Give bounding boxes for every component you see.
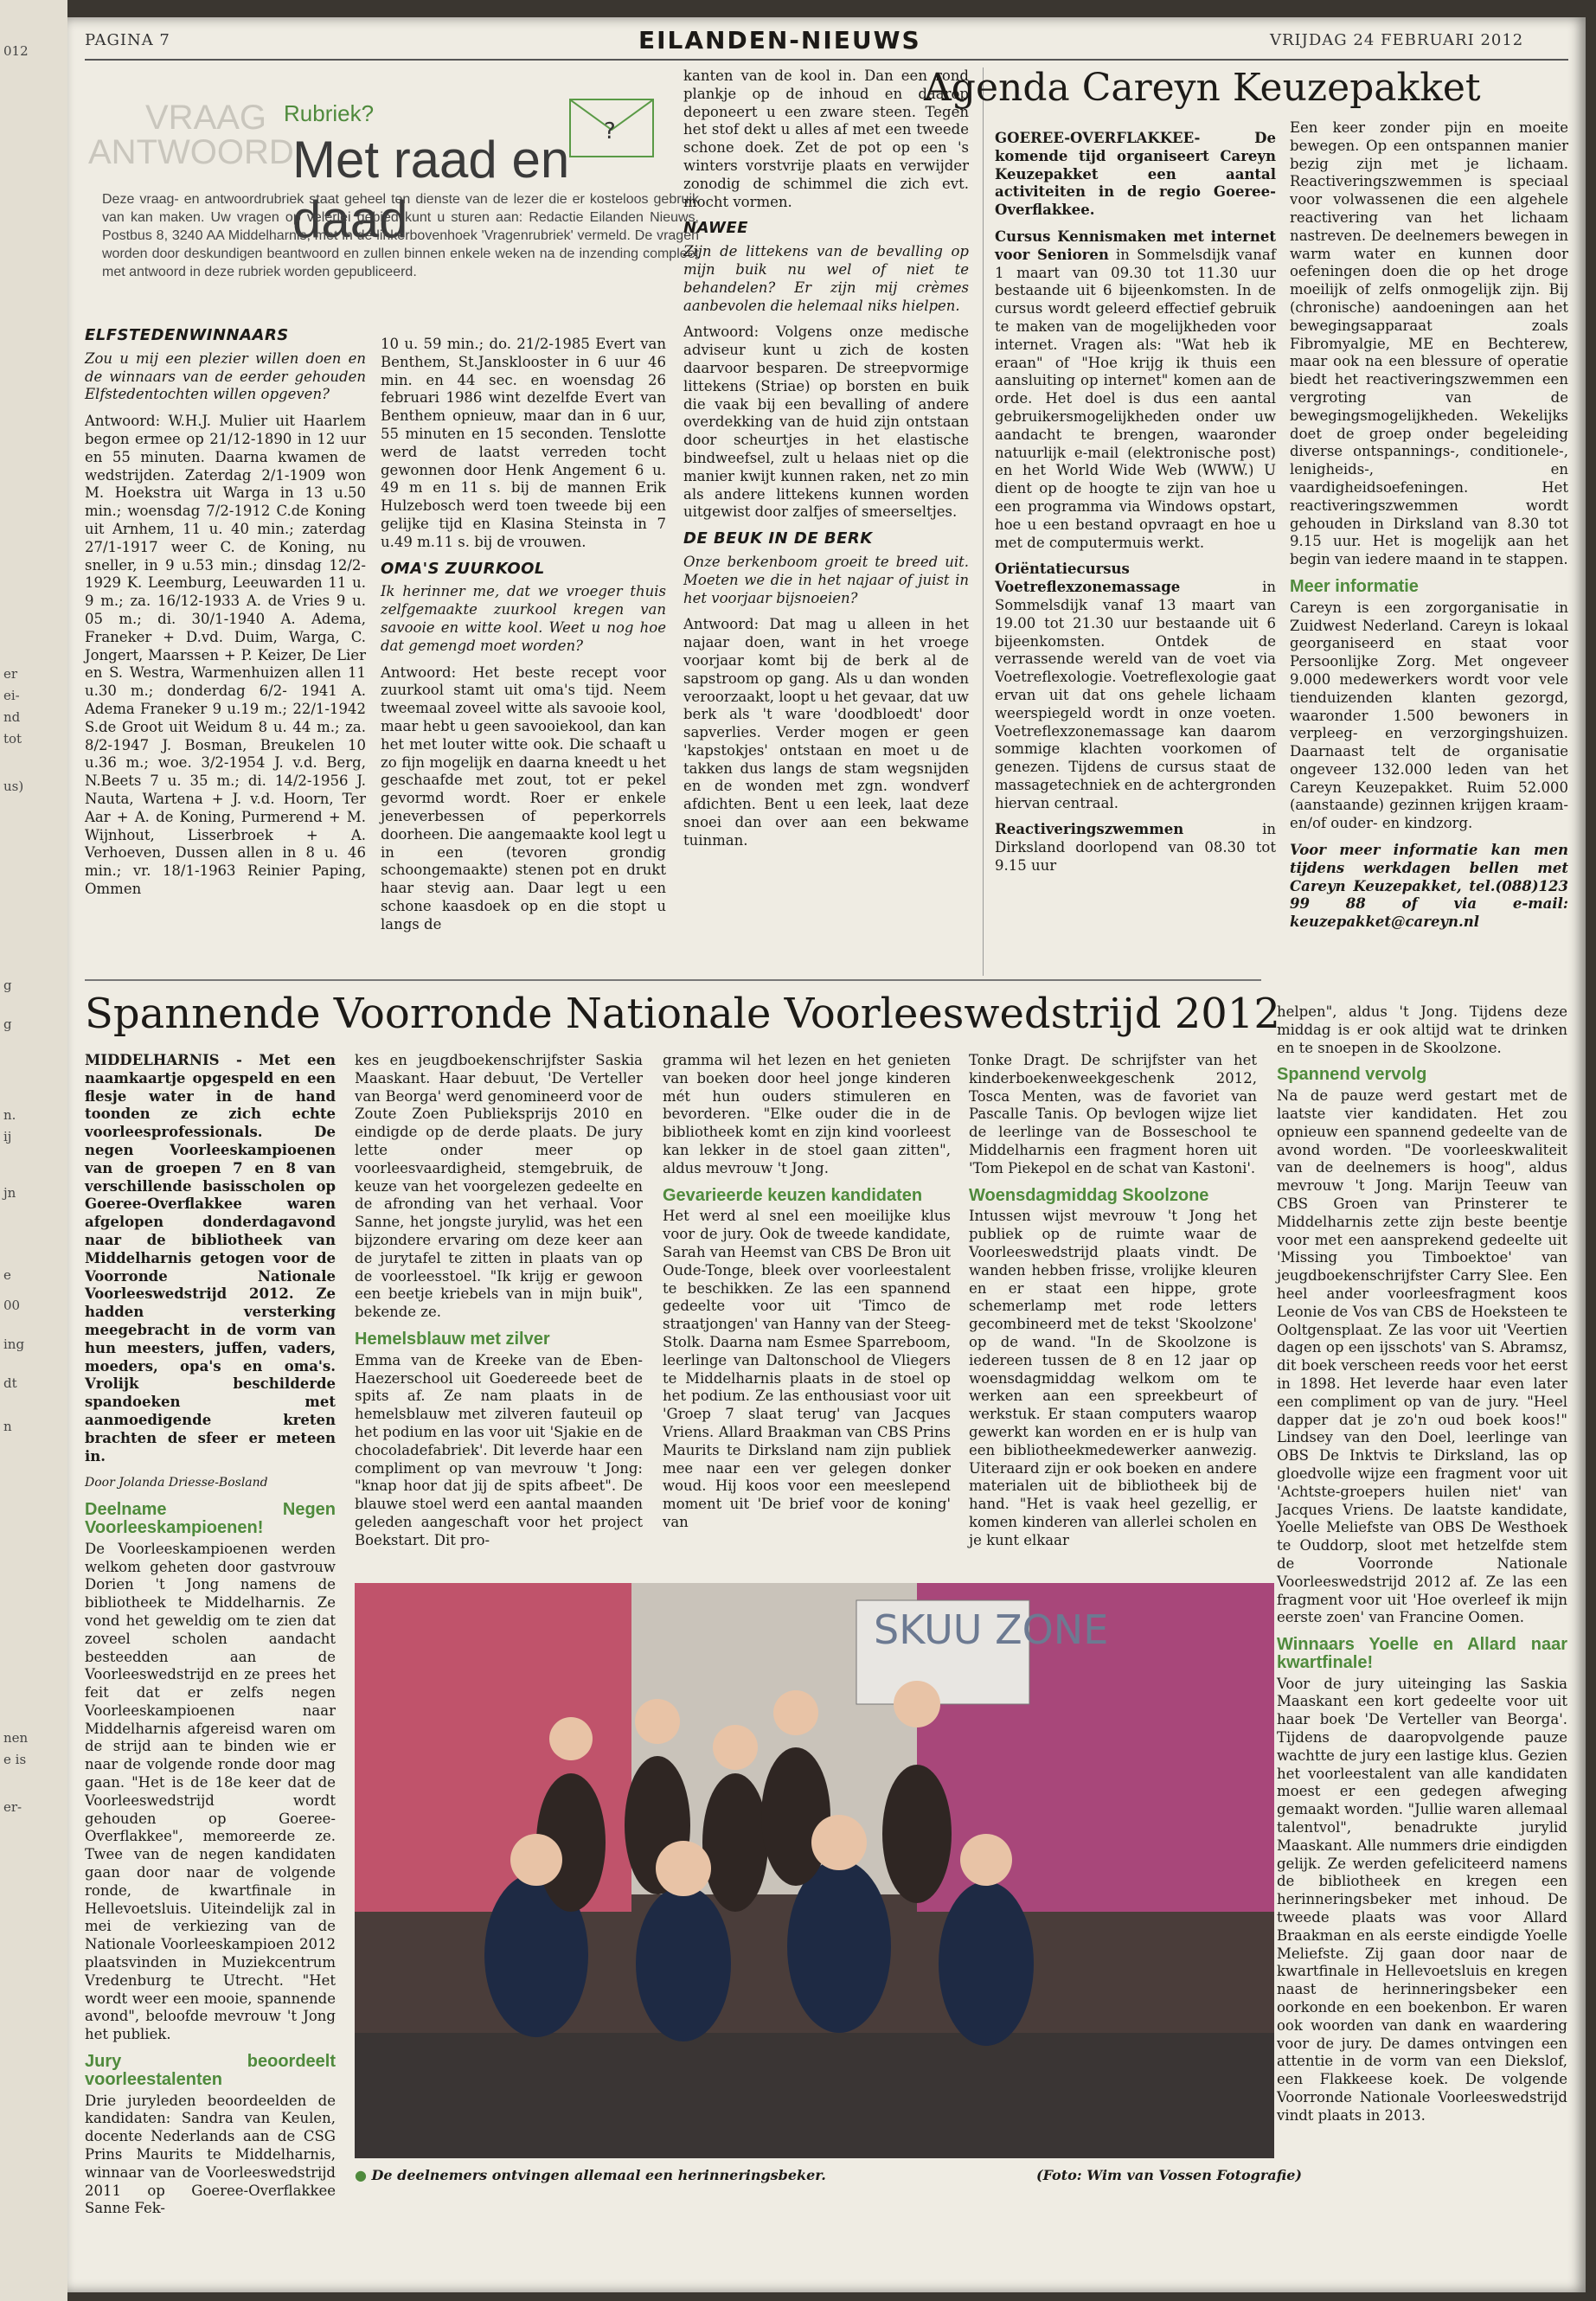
photo-credit: (Foto: Wim van Vossen Fotografie) [1036,2167,1302,2183]
agenda-column-2 [1290,119,1568,940]
subheading: Spannend vervolg [1277,1065,1427,1085]
section-heading: OMA'S ZUURKOOL [381,559,545,578]
prev-page-fragment: n. [3,1107,16,1123]
agenda-title: Agenda Careyn Keuzepakket [924,66,1481,110]
masthead: EILANDEN-NIEUWS [638,26,921,54]
prev-page-fragment: g [3,977,12,993]
answer-text: kanten van de kool in. Dan een rond plankje op de inhoud en daarop deponeert u een zware steen. Tegen het stof dekt u alles af met een tweede schone doek. Zet de pot op een 's winters vorstvrije plaats en verwijder zonodig de schimmel die zich evt. mocht vormen. [683,67,969,210]
article-text: Tonke Dragt. De schrijfster van het kinderboekenweekgeschenk 2012, Tosca Menten, was de favoriet van Pascalle Tanis. Op bevlogen wijze liet de leerlinge van de Bosseschool te Middelharnis een fragment horen uit 'Tom Piekepol en de schat van Kastoni'. [969,1052,1257,1176]
article-title: Spannende Voorronde Nationale Voorleeswedstrijd 2012 [85,990,1280,1038]
agenda-contact: Voor meer informatie kan men tijdens werkdagen bellen met Careyn Keuzepakket, tel.(088)123 99 88 of via e-mail: keuzepakket@careyn.nl [1290,842,1568,931]
section-heading: DE BEUK IN DE BERK [683,529,873,548]
question-text: Onze berkenboom groeit te breed uit. Moeten we die in het najaar of juist in het voorjaar bijsnoeien? [683,553,969,606]
article-text: gramma wil het lezen en het genieten van boeken door heel jonge kinderen mét hun ouders stimuleren en bevorderen. "Elke ouder die in de bibliotheek komt en zijn kind voorleest kan lekker in de stoel gaan zitten", aldus mevrouw 't Jong. [663,1052,951,1176]
prev-page-fragment: 012 [3,43,29,59]
prev-page-fragment: nd [3,709,21,725]
subheading: Meer informatie [1290,576,1419,596]
article-text: Voor de jury uiteinging las Saskia Maaskant een kort gedeelte voor uit haar boek 'De Verteller van Beorga'. Tijdens de daaropvolgende pauze wachtte de jury een lastige klus. Gezien het voorleestalent van alle kandidaten moest er een gedegen afweging gemaakt worden. "Jullie waren allemaal talentvol", benadrukte jurylid Maaskant. Alle nummers drie eindigden gelijk. Ze werden gefeliciteerd namens de bibliotheek en kregen een herinneringsbeker met inhoud. De tweede plaats was voor Allard Braakman en als eerste eindigde Yoelle Meliefste. Zij gaan door naar de kwartfinale in Hellevoetsluis en kregen naast de herinneringsbeker een oorkonde en een boekenbon. Er waren ook woorden van dank en waardering voor de jury. De dames ontvingen een attentie in de vorm van een Diekslof, een Flakkeese koek. De volgende Voorronde Nationale Voorleeswedstrijd vindt plaats in 2013. [1277,1675,1567,2124]
article-text: Drie juryleden beoordeelden de kandidaten: Sandra van Keulen, docente Nederlands aan de CSG Prins Maurits te Middelharnis, winnaar van de Voorleeswedstrijd 2011 op Goeree-Overflakkee Sanne Fek- [85,2092,336,2217]
prev-page-fragment: tot [3,731,22,747]
previous-page-edge [0,0,67,2301]
photo-illustration [355,1583,1274,2158]
answer-text: Antwoord: W.H.J. Mulier uit Haarlem begon ermee op 21/12-1890 in 12 uur en 55 minuten. Daarna kwamen de wedstrijden. Zaterdag 2/1-1909 won M. Hoekstra uit Warga in 13 u.50 min.; woensdag 7/2-1912 C.de Koning uit Arnhem, 11 u. 40 min.; zaterdag 27/1-1917 weer C. de Koning, nu sneller, in 9 u.53 min.; dinsdag 12/2-1929 K. Leemburg, Leeuwarden 11 u. 9 m.; za. 16/12-1933 A. de Vries 9 u. 05 m.; di. 30/1-1940 A. Adema, Franeker + D.vd. Duim, Warga, C. Jongert, Maarssen + P. Keizer, De Lier en S. Westra, Warmenhuizen allen 11 u.30 m.; donderdag 6/2- 1941 A. Adema Franeker 9 u.19 m.; 22/1-1942 S.de Groot uit Weidum 8 u. 44 m.; za. 8/2-1947 J. Bosman, Breukelen 10 u.36 m.; woe. 3/2-1954 J. v.d. Berg, N.Beets 7 u. 35 m.; di. 14/2-1956 J. Nauta, Wartena + J. v.d. Hoorn, Ter Aar + A. de Koning, Purmerend + M. Wijnhout, Lisserbroek + A. Verhoeven, Dussen allen in 8 u. 46 min.; vr. 18/1-1963 Reinier Paping, Ommen [85,413,366,897]
agenda-item-text: in Sommelsdijk vanaf 1 maart van 09.30 tot 11.30 uur bestaande uit 6 bijeenkomsten. In de cursus wordt geleerd effectief gebruik te maken van de mogelijkheden voor internet. Vragen als: "Wat heb ik eraan" of "Hoe krijg ik thuis een aansluiting op internet" komen aan de orde. Het doel is dus een aantal gebruikersmogelijkheden onder uw aandacht te brengen, waaronder natuurlijk e-mail (elektronische post) en het World Wide Web (WWW.) U dient op de hoogte te zijn van hoe u een programma via Windows opstart, hoe u een bestand opvraagt en hoe u met de computermuis werkt. [995,246,1276,551]
prev-page-fragment: g [3,1016,12,1032]
prev-page-fragment: er- [3,1799,22,1815]
subheading: Gevarieerde keuzen kandidaten [663,1185,923,1205]
prev-page-fragment: dt [3,1375,17,1391]
subheading: Hemelsblauw met zilver [355,1329,550,1349]
prev-page-fragment: 00 [3,1298,21,1313]
newspaper-page [67,17,1586,2292]
article-text: Intussen wijst mevrouw 't Jong het publiek op de ruimte waar de Voorleeswedstrijd plaats vindt. De wanden hebben frisse, vrolijke kleuren en er staat een hippe, grote schemerlamp met rode letters gecombineerd met de tekst 'Skoolzone' op de wand. "In de Skoolzone is iedereen tussen de 8 en 12 jaar op woensdagmiddag welkom om te werken aan een spreekbeurt of werkstuk. Er staan computers waarop gewerkt kan worden en er is hulp van een bibliotheekmedewerker aanwezig. Uiteraard zijn er ook boeken en andere materialen uit de bibliotheek bij de hand. "Het is vaak heel gezellig, er komen kinderen van allerlei scholen en je kunt elkaar [969,1208,1257,1548]
voorlees-column-2 [355,1052,643,1559]
article-text: kes en jeugdboekenschrijfster Saskia Maaskant. Haar debuut, 'De Verteller van Beorga' werd genomineerd voor de Zoute Zoen Publieksprijs 2010 en eindigde op de derde plaats. De jury lette onder meer op voorleesvaardigheid, stemgebruik, de keuze van het voorgelezen gedeelte en de afronding van het verhaal. Voor Sanne, het jongste jurylid, was het een bijzondere ervaring om deze keer aan de jurytafel te zitten in plaats van op de voorleesstoel. "Ik krijg er gewoon een beetje kriebels van in mijn buik", bekende ze. [355,1052,643,1321]
article-text: De Voorleeskampioenen werden welkom geheten door gastvrouw Dorien 't Jong namens de bibliotheek te Middelharnis. Ze vond het geweldig om te zien dat zoveel scholen aandacht besteedden aan de Voorleeswedstrijd en ze prees het feit dat er zelfs negen Voorleeskampioenen naar Middelharnis afgereisd waren om de strijd aan te binden wie er naar de volgende ronde door mag gaan. "Het is de 18e keer dat de Voorleeswedstrijd wordt gehouden op Goeree-Overflakkee", memoreerde ze. Twee van de negen kandidaten gaan door naar de volgende ronde, de kwartfinale in Hellevoetsluis. Uiteindelijk zal in mei de verkiezing van de Nationale Voorleeskampioen 2012 plaatsvinden in Muziekcentrum Vredenburg te Utrecht. "Het wordt weer een mooie, spannende avond", beloofde mevrouw 't Jong het publiek. [85,1540,336,2043]
subheading: Jury beoordeelt voorleestalenten [85,2052,336,2089]
agenda-lead: GOEREE-OVERFLAKKEE- De komende tijd organiseert Careyn Keuzepakket een aantal activiteiten in de regio Goeree-Overflakkee. [995,130,1276,219]
agenda-item-text: in Sommelsdijk vanaf 13 maart van 19.00 tot 21.30 uur bestaande uit 6 bijeenkomsten. Ontdek de verrassende wereld van de voet via Voetreflexologie. Voetreflexologie gaat ervan uit dat ons gehele lichaam weerspiegeld wordt in onze voeten. Voetreflexzonemassage kan daarom sommige klachten voorkomen of genezen. Tijdens de cursus staat de massagetechniek en de achtergronden hiervan centraal. [995,579,1276,811]
svg-text:?: ? [604,119,616,144]
photo-sign-text: SKUU ZONE [874,1606,1109,1653]
agenda-item-head: Reactiveringszwemmen [995,821,1184,838]
agenda-item-head: Cursus Kennismaken met internet voor Senioren [995,228,1276,263]
question-text: Zijn de littekens van de bevalling op mijn buik nu wel of niet te behandelen? Er zijn mij crèmes aanbevolen die helemaal niks hielpen. [683,243,969,314]
agenda-item [995,561,1276,812]
answer-text: 10 u. 59 min.; do. 21/2-1985 Evert van Benthem, St.Jansklooster in 6 uur 46 min. en 44 sec. en woensdag 26 februari 1986 wint dezelfde Evert van Benthem opnieuw, maar dan in 6 uur, 55 minuten en 15 seconden. Tenslotte werd de laatst verreden tocht gewonnen door Henk Angement 6 u. 49 m en 11 s. bij de mannen Erik Hulzebosch werd toen tweede bij een gelijke tijd en Klasina Steinsta in 7 u.49 m.11 s. bij de vrouwen. [381,336,666,550]
prev-page-fragment: n [3,1419,12,1434]
question-text: Ik herinner me, dat we vroeger thuis zelfgemaakte zuurkool kregen van savooie en witte kool. Weet u nog hoe dat gemengd moet worden? [381,583,666,654]
issue-date: VRIJDAG 24 FEBRUARI 2012 [1270,31,1524,49]
agenda-item-head: Oriëntatiecursus Voetreflexzonemassage [995,561,1181,596]
section-rule [85,979,1261,981]
byline: Door Jolanda Driesse-Bosland [85,1476,268,1490]
agenda-item-text: in Dirksland doorlopend van 08.30 tot 9.15 uur [995,821,1276,875]
ghost-word: VRAAG [145,99,267,137]
header-rule [85,59,1568,61]
voorlees-column-1 [85,1052,336,2227]
prev-page-fragment: nen [3,1730,29,1746]
ghost-word: ANTWOORD [88,133,294,171]
answer-text: Antwoord: Volgens onze medische adviseur kunt u zich de kosten daarvoor besparen. De streepvormige littekens (Striae) op borsten en buik die vaak bij een bevalling of andere overdekking van de huid zijn ontstaan door scheurtjes in het elastische bindweefsel, zult u helaas niet op die manier kwijt kunnen raken, net zo min als andere littekens kunnen worden uitgewist door zalfjes of smeerseltjes. [683,324,969,521]
subheading: Winnaars Yoelle en Allard naar kwartfinale! [1277,1635,1567,1672]
agenda-text: Een keer zonder pijn en moeite bewegen. Op een ontspannen manier bezig zijn met je lichaam. Reactiveringszwemmen is speciaal voor volwassenen die een algehele reactivering van het lichaam nastreven. De deelnemers bewegen in warm water en kunnen door oefeningen doen die op het droge moeilijk of zelfs onmogelijk zijn. Bij (chronische) aandoeningen aan het bewegingsapparaat zoals Fibromyalgie, ME en Bechterew, maar ook na een blessure of operatie biedt het reactiveringszwemmen een vergroting van de bewegingsmogelijkheden. Wekelijks doet de groep onder begeleiding diverse ontspannings-, conditionele-, lenigheids-, en vaardigheidsoefeningen. Het reactiveringszwemmen wordt gehouden in Dirksland van 8.30 tot 9.15 uur. Het is mogelijk aan het begin van iedere maand in te stappen. [1290,119,1568,568]
prev-page-fragment: e is [3,1752,27,1767]
agenda-item [995,228,1276,552]
voorlees-column-3 [663,1052,951,1541]
answer-text: Antwoord: Het beste recept voor zuurkool stamt uit oma's tijd. Neem tweemaal zoveel witte als savooie kool, maar hebt u geen savooiekool, dan kan het met louter witte ook. Die schaaft u zo fijn mogelijk en daarna kneedt u het geschaafde met zout, tot er pekel gevormd wordt. Roer er enkele jeneverbessen of peperkorrels doorheen. Die aangemaakte kool legt u in een (tevoren grondig schoongemaakte) stenen pot en drukt haar stevig aan. Daar legt u een schone kaasdoek op en die stopt u langs de [381,663,666,933]
article-lead: MIDDELHARNIS - Met een naamkaartje opgespeld en een flesje water in de hand toonden ze zich echte voorleesprofessionals. De negen Voorleeskampioenen van de groepen 7 en 8 van verschillende basisscholen op Goeree-Overflakkee waren afgelopen donderdagavond naar de bibliotheek van Middelharnis getogen voor de Voorronde Nationale Voorleeswedstrijd 2012. Ze hadden versterking meegebracht in de vorm van hun meesters, juffen, vaders, moeders, opa's en oma's. Vrolijk beschilderde spandoeken met aanmoedigende kreten brachten de sfeer er meteen in. [85,1052,336,1465]
subheading: Deelname Negen Voorleeskampioenen! [85,1500,336,1537]
section-heading: ELFSTEDENWINNAARS [85,326,289,344]
prev-page-fragment: er [3,666,18,682]
nawee-column [683,67,969,859]
article-text: helpen", aldus 't Jong. Tijdens deze middag is er ook altijd wat te drinken en te snoepen in de Skoolzone. [1277,1003,1567,1056]
agenda-item [995,821,1276,875]
prev-page-fragment: e [3,1267,11,1283]
envelope-icon [569,99,654,157]
column-rule [983,67,984,976]
article-text: Emma van de Kreeke van de Eben-Haezerschool uit Goedereede beet de spits af. Ze nam plaats in de hemelsblauw met zilveren fauteuil op het podium en las voor uit 'Sjakie en de chocoladefabriek'. Dit leverde haar een compliment op van mevrouw 't Jong: "knap hoor dat jij de spits afbeet". De blauwe stoel werd een aantal maanden geleden aangeschaft voor het project Boekstart. Dit pro- [355,1351,643,1548]
rubriek-label: Rubriek? [284,100,375,126]
elfsteden-column [85,320,366,907]
section-heading: NAWEE [683,219,748,238]
prev-page-fragment: ij [3,1129,12,1144]
rubriek-intro: Deze vraag- en antwoordrubriek staat geheel ten dienste van de lezer die er kosteloos gebruik van kan maken. Uw vragen op velerlei gebied kunt u sturen aan: Redactie Eilanden Nieuws, Postbus 8, 3240 AA Middelharnis, met in de linkerbovenhoek 'Vragenrubriek' vermeld. De vragen worden door deskundigen beantwoord en zullen binnen enkele weken na de inzending compleet met antwoord in deze rubriek worden gepubliceerd. [102,192,699,279]
voorlees-column-5 [1277,1003,1567,2134]
subheading: Woensdagmiddag Skoolzone [969,1185,1209,1205]
caption-text: De deelnemers ontvingen allemaal een herinneringsbeker. [371,2167,826,2183]
prev-page-fragment: jn [3,1185,16,1201]
question-text: Zou u mij een plezier willen doen en de winnaars van de eerder gehouden Elfstedentochten willen opgeven? [85,349,366,403]
prev-page-fragment: us) [3,779,24,794]
prev-page-fragment: ing [3,1336,25,1352]
rubriek-header [85,67,699,318]
rubriek-title: Met raad en daad [292,131,570,248]
answer-text: Antwoord: Dat mag u alleen in het najaar doen, want in het vroege voorjaar komt bij de berk al de sapstroom op gang. Als u dan wonden veroorzaakt, loopt u het gevaar, dat uw berk als 't ware 'doodbloedt' door sapverlies. Verder mogen er geen 'kapstokjes' ontstaan en moet u de takken dus langs de stam wegsnijden en de wonden met zgn. wondverf afdichten. Bent u een leek, laat deze snoei dan over aan een bekwame tuinman. [683,616,969,849]
article-text: Na de pauze werd gestart met de laatste vier kandidaten. Het zou opnieuw een spannend gedeelte van de avond worden. "De voorleeskwaliteit van de deelnemers is hoog", aldus mevrouw 't Jong. Marijn Teeuw van CBS Groen van Prinsterer te Middelharnis zette zijn beste beentje voor met een aansprekend gedeelte uit 'Missing you Timboektoe' van jeugdboekenschrijfster Carry Slee. Een heel ander voorleesfragment koos Leonie de Vos van CBS de Hoeksteen te Ooltgensplaat. Ze las voor uit 'Veertien dagen op een ijsschots' van S. Abramsz, dit boek verscheen reeds voor het eerst in 1898. Het leverde haar even later een compliment op van de jury. "Heel dapper dat je zo'n oud boek koos!" Lindsey van den Doel, leerlinge van OBS De Inktvis te Dirksland, las op gloedvolle wijze een fragment voor uit 'Achtste-groepers huilen niet' van Jacques Vriens. De laatste kandidate, Yoelle Meliefste van OBS De Westhoek te Ouddorp, sloot met hetzelfde stem de Voorronde Nationale Voorleeswedstrijd 2012 af. Ze las een fragment voor uit 'Hoe overleef ik mijn eerste zoen' van Francine Oomen. [1277,1087,1567,1626]
group-photo [355,1583,1274,2158]
bullet-icon: ● [355,2167,372,2183]
agenda-text: Careyn is een zorgorganisatie in Zuidwest Nederland. Careyn is lokaal georganiseerd en staat voor Persoonlijke Zorg. Met ongeveer 9.000 medewerkers wordt voor vele tienduizenden klanten gezorgd, waaronder 1.500 bewoners in verpleeg- en verzorgingshuizen. Daarnaast telt de organisatie ongeveer 132.000 leden van het Careyn Keuzepakket. Ruim 52.000 (aanstaande) gezinnen krijgen kraam- en/of ouder- en kindzorg. [1290,599,1568,832]
prev-page-fragment: ei- [3,688,20,703]
page-number: PAGINA 7 [85,31,170,49]
article-text: Het werd al snel een moeilijke klus voor de jury. Ook de tweede kandidate, Sarah van Heemst van CBS De Bron uit Oude-Tonge, bleek over voorleestalent te beschikken. Ze las een spannend gedeelte voor uit 'Timco de straatjongen' van Hanny van der Steeg-Stolk. Daarna nam Esmee Sparreboom, leerlinge van Daltonschool de Vliegers te Middelharnis plaats in de stoel op het podium. Ze las enthousiast voor uit 'Groep 7 slaat terug' van Jacques Vriens. Allard Braakman van CBS Prins Maurits te Dirksland nam zijn publiek mee naar een ver gelegen donker woud. Hij koos voor een meeslepend moment uit 'De brief voor de koning' van [663,1208,951,1530]
photo-caption [355,2167,826,2183]
zuurkool-column [381,336,666,943]
agenda-column-1 [995,130,1276,884]
voorlees-column-4 [969,1052,1257,1559]
